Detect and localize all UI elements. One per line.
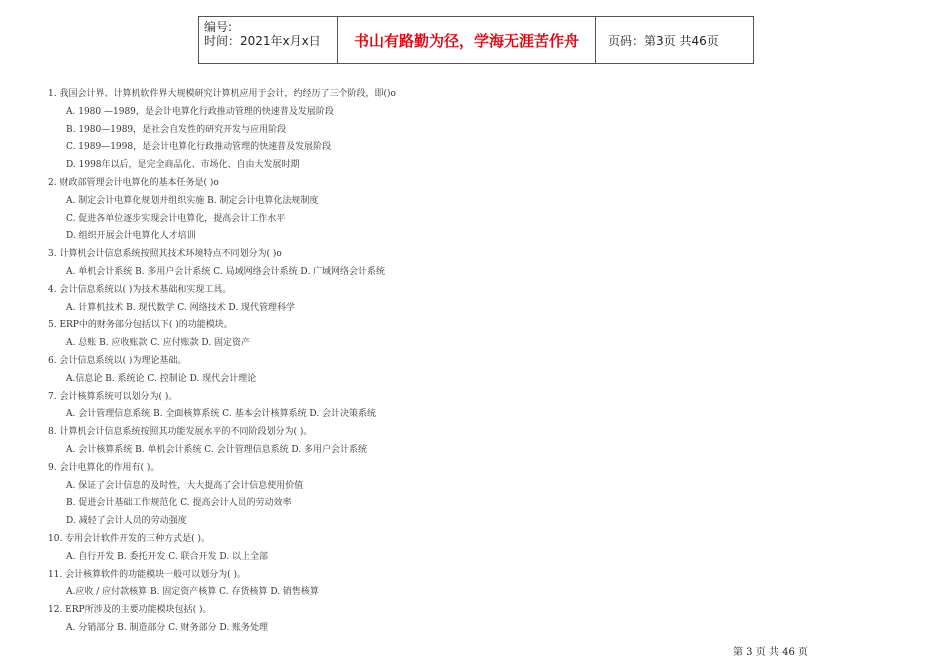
answer-options: C. 1989—1998，是会计电算化行政推动管理的快速普及发展阶段	[66, 142, 332, 153]
answer-options: A. 计算机技术 B. 现代数学 C. 网络技术 D. 现代管理科学	[66, 302, 296, 313]
answer-options: A. 保证了会计信息的及时性，大大提高了会计信息使用价值	[66, 480, 304, 491]
answer-options: D. 减轻了会计人员的劳动强度	[66, 516, 187, 527]
question-text: 10. 专用会计软件开发的三种方式是( )。	[48, 533, 211, 544]
answer-options: B. 促进会计基础工作规范化 C. 提高会计人员的劳动效率	[66, 498, 292, 509]
question-text: 7. 会计核算系统可以划分为( )。	[48, 391, 178, 402]
answer-options: A. 会计核算系统 B. 单机会计系统 C. 会计管理信息系统 D. 多用户会计系统	[66, 444, 368, 455]
answer-options: A. 1980 —1989，是会计电算化行政推动管理的快速普及发展阶段	[66, 106, 334, 117]
answer-options: A. 单机会计系统 B. 多用户会计系统 C. 局域网络会计系统 D. 广域网络会计系统	[66, 266, 386, 277]
answer-options: A. 会计管理信息系统 B. 全面核算系统 C. 基本会计核算系统 D. 会计决策系统	[66, 409, 377, 420]
answer-options: A. 分销部分 B. 制造部分 C. 财务部分 D. 账务处理	[66, 622, 269, 633]
answer-options: A.信息论 B. 系统论 C. 控制论 D. 现代会计理论	[66, 373, 257, 384]
answer-options: B. 1980—1989，是社会自发性的研究开发与应用阶段	[66, 124, 287, 135]
answer-options: D. 1998年以后，是完全商品化、市场化、自由大发展时期	[66, 160, 300, 171]
answer-options: A.应收 / 应付款核算 B. 固定资产核算 C. 存货核算 D. 销售核算	[66, 587, 319, 598]
answer-options: C. 促进各单位逐步实现会计电算化，提高会计工作水平	[66, 213, 286, 224]
page-footer: 第 3 页 共 46 页	[733, 647, 808, 658]
question-text: 6. 会计信息系统以( )为理论基础。	[48, 355, 187, 366]
answer-options: A. 自行开发 B. 委托开发 C. 联合开发 D. 以上全部	[66, 551, 269, 562]
question-text: 3. 计算机会计信息系统按照其技术环境特点不同划分为( )o	[48, 249, 282, 260]
question-text: 1. 我国会计界、计算机软件界大规模研究计算机应用于会计，约经历了三个阶段，即()o	[48, 89, 396, 99]
document-date: 时间：2021年x月x日	[204, 34, 321, 48]
document-number-label: 编号:	[204, 20, 233, 34]
question-text: 4. 会计信息系统以( )为技术基础和实现工具。	[48, 284, 232, 295]
question-text: 5. ERP中的财务部分包括以下( )的功能模块。	[48, 320, 233, 331]
question-text: 12. ERP所涉及的主要功能模块包括( )。	[48, 605, 212, 616]
answer-options: A. 制定会计电算化规划并组织实施 B. 制定会计电算化法规制度	[66, 195, 319, 206]
question-text: 9. 会计电算化的作用有( )。	[48, 462, 160, 473]
question-list	[48, 86, 708, 638]
question-text: 2. 财政部管理会计电算化的基本任务是( )o	[48, 177, 219, 188]
header-info-cell	[199, 17, 338, 63]
header-motto: 书山有路勤为径，学海无涯苦作舟	[338, 17, 596, 63]
answer-options: A. 总账 B. 应收账款 C. 应付账款 D. 固定资产	[66, 338, 251, 349]
page-header	[198, 16, 754, 64]
answer-options: D. 组织开展会计电算化人才培训	[66, 231, 196, 242]
header-page-info: 页码：第3页 共46页	[608, 33, 719, 48]
question-text: 8. 计算机会计信息系统按照其功能发展水平的不同阶段划分为( )。	[48, 427, 313, 438]
question-text: 11. 会计核算软件的功能模块一般可以划分为( )。	[48, 569, 247, 580]
